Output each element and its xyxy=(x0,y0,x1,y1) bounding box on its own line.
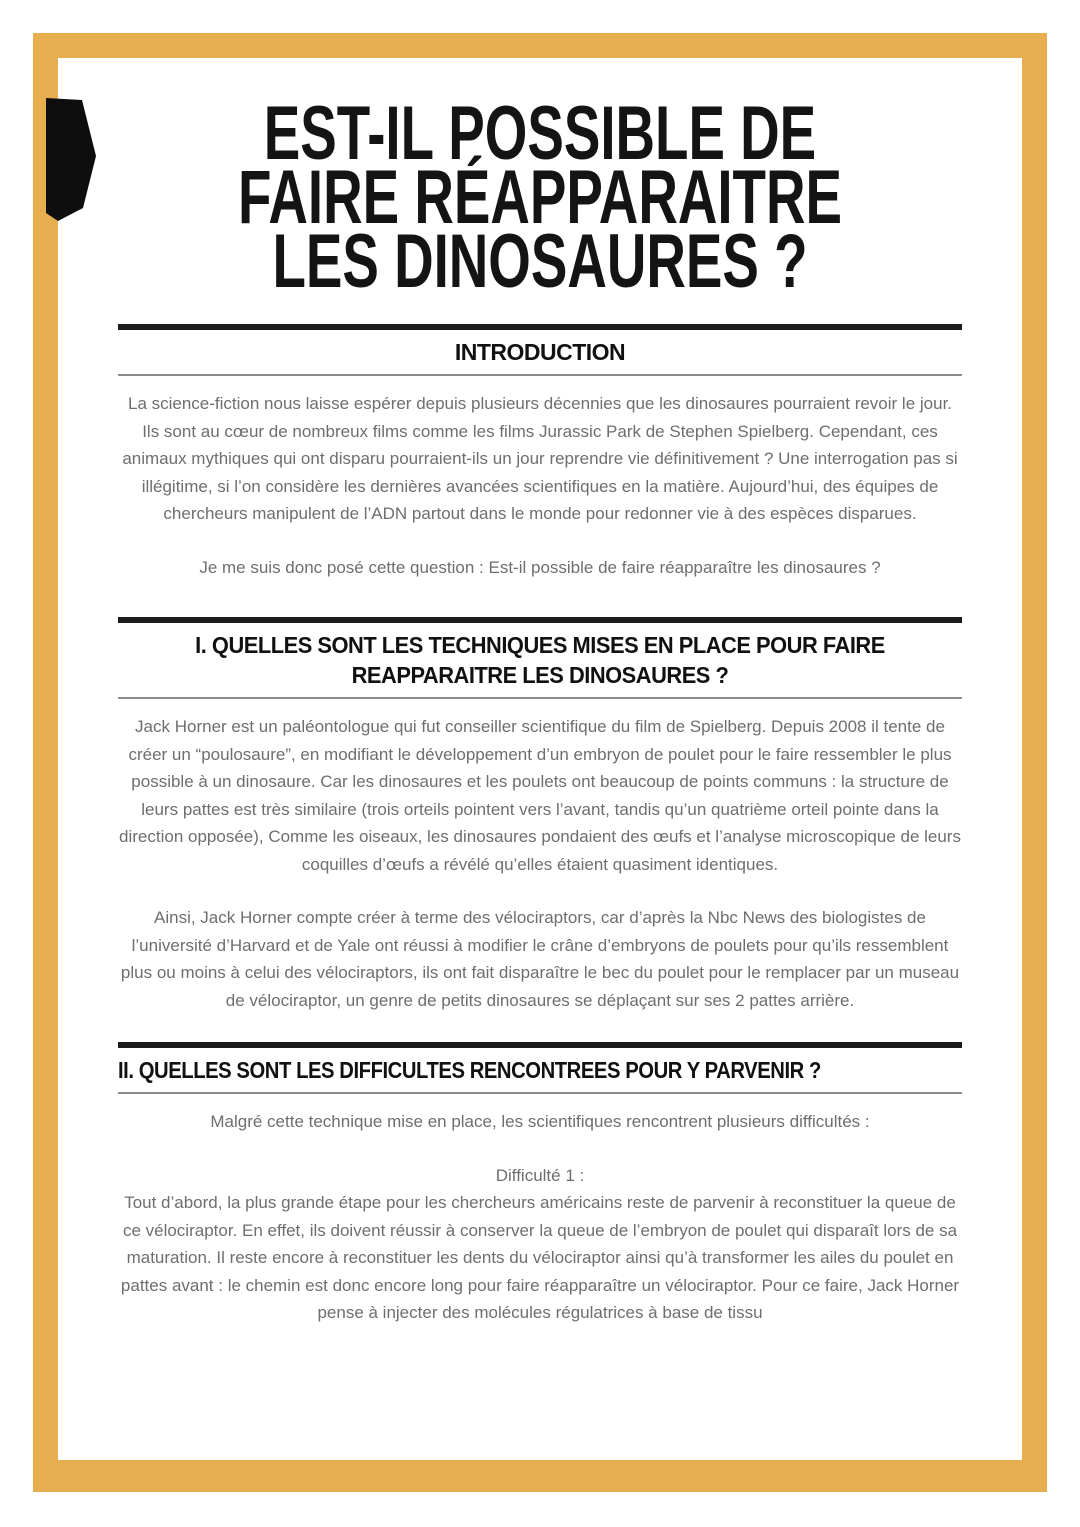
section-divider-thin xyxy=(118,1092,962,1094)
bookmark-ribbon-icon xyxy=(46,98,97,222)
intro-question-paragraph: Je me suis donc posé cette question : Est-il possible de faire réapparaître les dinosaures ? xyxy=(199,557,881,577)
page-title xyxy=(236,91,844,304)
document-frame xyxy=(33,33,1047,1492)
part1-paragraph: Ainsi, Jack Horner compte créer à terme des vélociraptors, car d’après la Nbc News des biologistes de l’université d’Harvard et de Yale ont réussi à modifier le crâne d’embryons de poulets pour qu’ils ressemblent plus ou moins à celui des vélociraptors, ils ont fait disparaître le bec du poulet pour le remplacer par un museau de vélociraptor, un genre de petits dinosaures se déplaçant sur ses 2 pattes arrière. xyxy=(120,908,960,1010)
part2-heading xyxy=(118,1048,962,1092)
difficulty-paragraph: Tout d’abord, la plus grande étape pour les chercheurs américains reste de parvenir à reconstituer la queue de ce vélociraptor. En effet, ils doivent réussir à conserver la queue de l’embryon de poulet qui disparaît lors de sa maturation. Il reste encore à reconstituer les dents du vélociraptor ainsi qu’à transformer les ailes du poulet en pattes avant : le chemin est donc encore long pour faire réapparaître un vélociraptor. Pour ce faire, Jack Horner pense à injecter des molécules régulatrices à base de tissu xyxy=(120,1193,960,1322)
difficulty-label: Difficulté 1 : xyxy=(495,1165,585,1185)
section-divider-thin xyxy=(118,374,962,376)
page-title-line: LES DINOSAURES ? xyxy=(272,219,808,304)
section-divider-thin xyxy=(118,697,962,699)
part2-heading-line: II. QUELLES SONT LES DIFFICULTES RENCONTREES POUR Y PARVENIR ? xyxy=(118,1057,821,1083)
intro-paragraph: La science-fiction nous laisse espérer depuis plusieurs décennies que les dinosaures pourraient revoir le jour. Ils sont au cœur de nombreux films comme les films Jurassic Park de Stephen Spielberg. Cependant, ces animaux mythiques qui ont disparu pourraient-ils un jour reprendre vie définitivement ? Une interrogation pas si illégitime, si l’on considère les dernières avancées scientifiques en la matière. Aujourd’hui, des équipes de chercheurs manipulent de l’ADN partout dans le monde pour redonner vie à des espèces disparues. xyxy=(122,394,958,523)
document-content xyxy=(118,58,962,1327)
part2-intro-line: Malgré cette technique mise en place, les scientifiques rencontrent plusieurs difficultés : xyxy=(210,1112,870,1131)
difficulty-block xyxy=(118,1162,962,1327)
part1-heading-line: I. QUELLES SONT LES TECHNIQUES MISES EN PLACE POUR FAIRE xyxy=(195,632,885,658)
page-title-line: FAIRE RÉAPPARAITRE xyxy=(237,155,843,240)
part1-heading xyxy=(118,623,962,697)
part1-paragraph: Jack Horner est un paléontologue qui fut conseiller scientifique du film de Spielberg. Depuis 2008 il tente de créer un “poulosaure”, en modifiant le développement d’un embryon de poulet pour le faire ressembler le plus possible à un dinosaure. Car les dinosaures et les poulets ont beaucoup de points communs : la structure de leurs pattes est très similaire (trois orteils pointent vers l’avant, tandis qu’un quatrième orteil pointe dans la direction opposée), Comme les oiseaux, les dinosaures pondaient des œufs et l’analyse microscopique de leurs coquilles d’œufs a révélé qu’elles étaient quasiment identiques. xyxy=(119,717,961,874)
intro-heading: INTRODUCTION xyxy=(454,339,626,365)
part1-heading-line: REAPPARAITRE LES DINOSAURES ? xyxy=(351,662,729,688)
document-page xyxy=(58,58,1022,1460)
page-title-line: EST-IL POSSIBLE DE xyxy=(263,91,817,176)
